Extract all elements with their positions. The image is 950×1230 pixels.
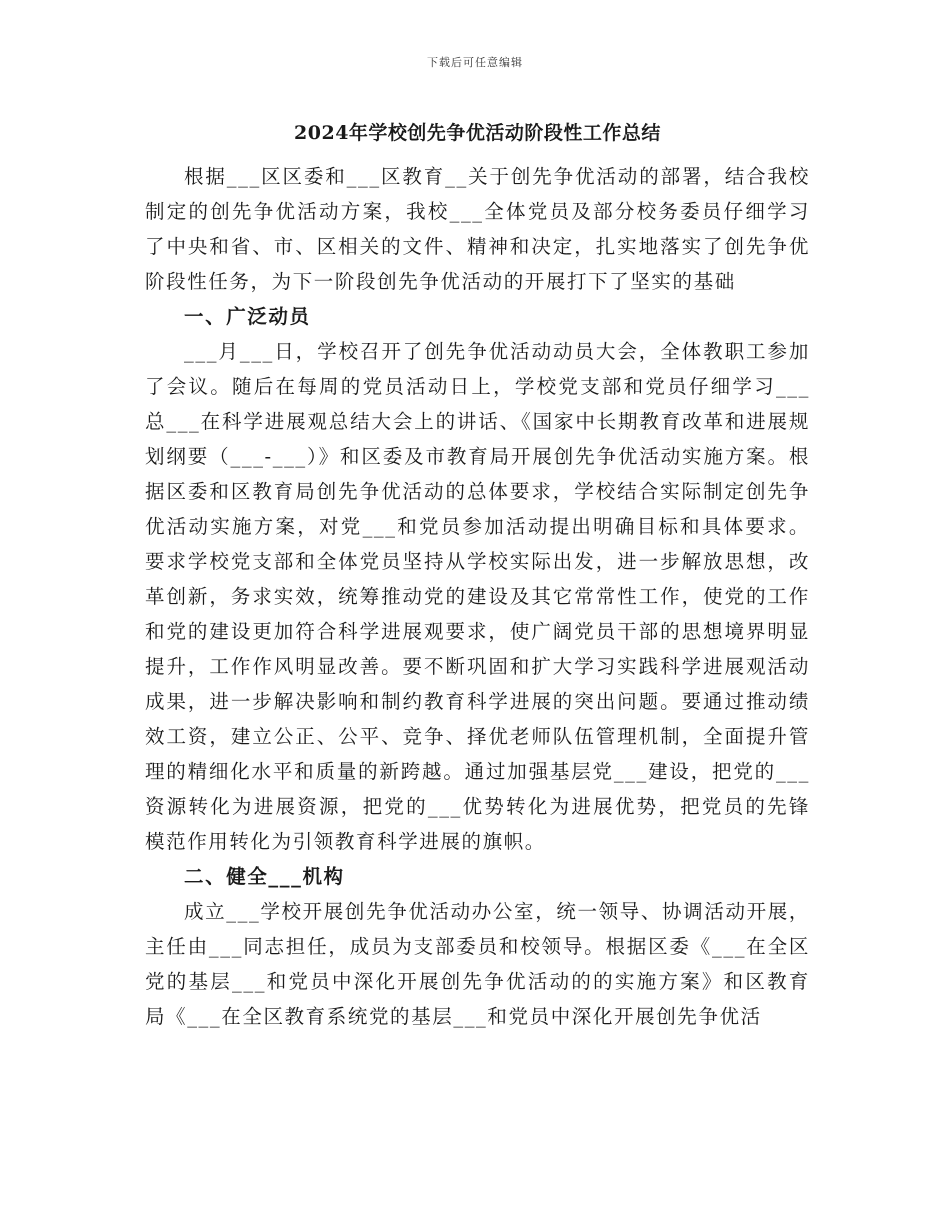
- section-1-paragraph: ___月___日，学校召开了创先争优活动动员大会，全体教职工参加了会议。随后在每周的党员活动日上，学校党支部和党员仔细学习___总___在科学进展观总结大会上的讲话、《国家中长期教育改革和进展规划纲要（___-___）》和区委及市教育局开展创先争优活动实施方案。根据区委和区教育局创先争优活动的总体要求，学校结合实际制定创先争优活动实施方案，对党___和党员参加活动提出明确目标和具体要求。要求学校党支部和全体党员坚持从学校实际出发，进一步解放思想，改革创新，务求实效，统筹推动党的建设及其它常常性工作，使党的工作和党的建设更加符合科学进展观要求，使广阔党员干部的思想境界明显提升，工作作风明显改善。要不断巩固和扩大学习实践科学进展观活动成果，进一步解决影响和制约教育科学进展的突出问题。要通过推动绩效工资，建立公正、公平、竞争、择优老师队伍管理机制，全面提升管理的精细化水平和质量的新跨越。通过加强基层党___建设，把党的___资源转化为进展资源，把党的___优势转化为进展优势，把党员的先锋模范作用转化为引领教育科学进展的旗帜。: [145, 340, 810, 853]
- section-heading-1: 一、广泛动员: [184, 305, 311, 328]
- document-title: 2024年学校创先争优活动阶段性工作总结: [294, 122, 661, 144]
- document-body: [145, 118, 810, 1034]
- header-note: 下载后可任意编辑: [427, 56, 523, 69]
- section-2-paragraph: 成立___学校开展创先争优活动办公室，统一领导、协调活动开展，主任由___同志担任，成员为支部委员和校领导。根据区委《___在全区党的基层___和党员中深化开展创先争优活动的的实施方案》和区教育局《___在全区教育系统党的基层___和党员中深化开展创先争优活: [145, 900, 810, 1028]
- section-heading-2: 二、健全___机构: [184, 865, 345, 888]
- intro-paragraph: 根据___区区委和___区教育__关于创先争优活动的部署，结合我校制定的创先争优活动方案，我校___全体党员及部分校务委员仔细学习了中央和省、市、区相关的文件、精神和决定，扎实地落实了创先争优阶段性任务，为下一阶段创先争优活动的开展打下了坚实的基础: [145, 165, 810, 293]
